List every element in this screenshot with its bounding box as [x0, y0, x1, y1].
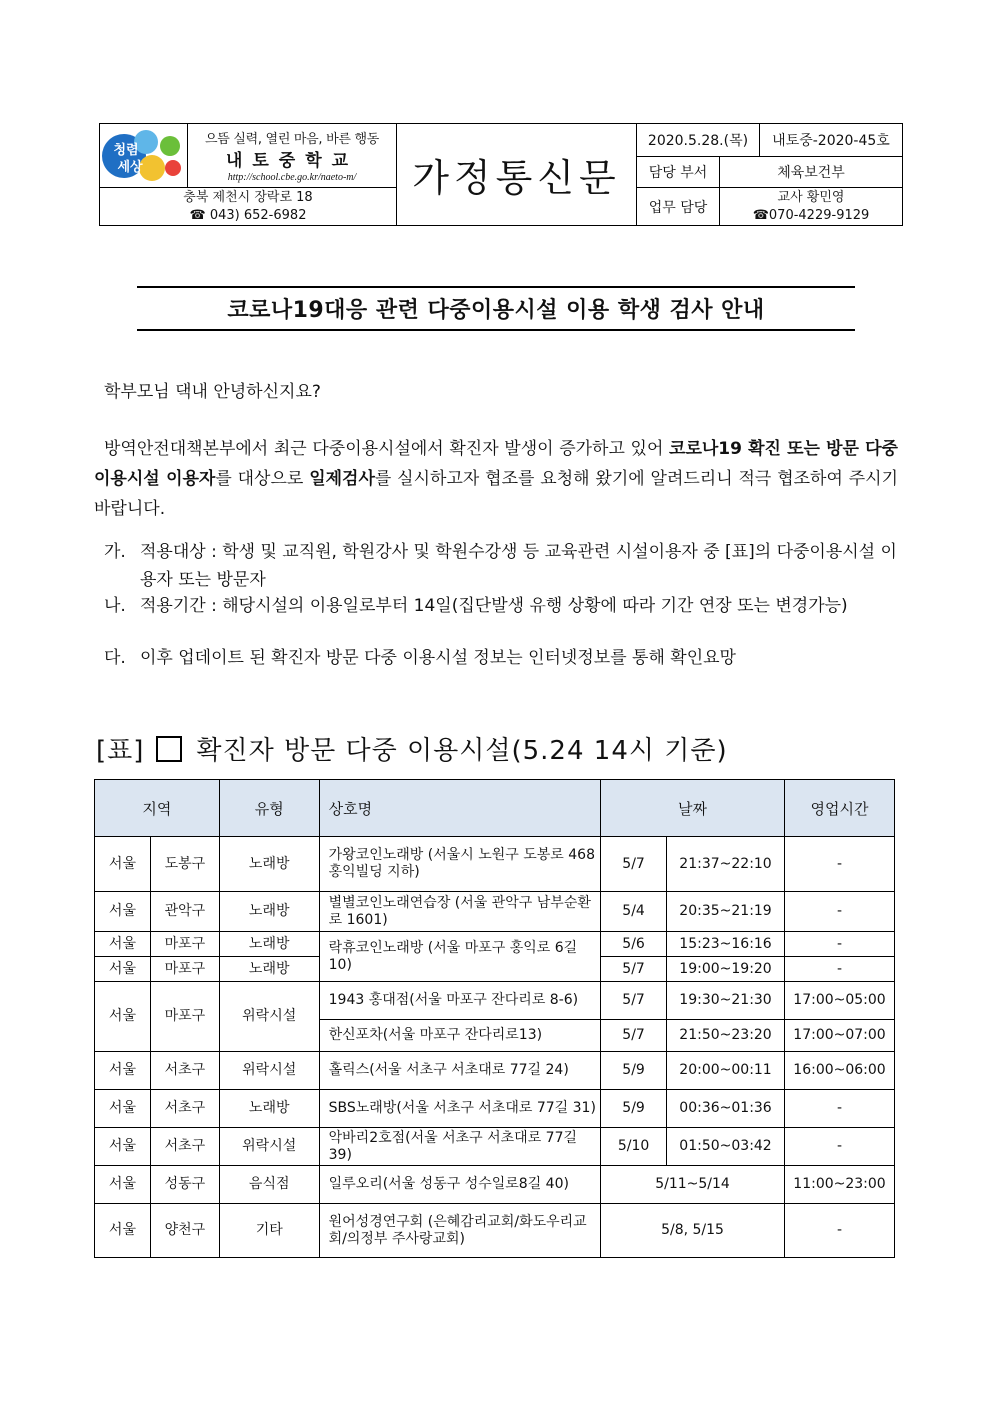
table-title-text: 확진자 방문 다중 이용시설(5.24 14시 기준) [196, 736, 728, 766]
cell-name: 가왕코인노래방 (서울시 노원구 도봉로 468 홍익빌딩 지하) [319, 837, 600, 892]
manager-label-cell [637, 188, 720, 225]
cell-city: 서울 [95, 1166, 151, 1204]
list-label: 다. [104, 648, 126, 668]
cell-time: 01:50~03:42 [667, 1128, 785, 1166]
body-bold-target: 코로나19 확진 또는 방문 다중이용시설 이용자 [94, 439, 898, 489]
cell-date: 5/7 [601, 837, 667, 892]
list-item [104, 592, 898, 620]
table-row [95, 1204, 895, 1258]
list-label: 가. [104, 542, 126, 562]
manager-phone: ☎070-4229-9129 [752, 208, 870, 223]
cell-date: 5/9 [601, 1052, 667, 1090]
body-bold-test: 일제검사 [309, 469, 375, 489]
cell-name: 악바리2호점(서울 서초구 서초대로 77길 39) [319, 1128, 600, 1166]
cell-type: 노래방 [219, 837, 319, 892]
cell-type: 위락시설 [219, 1052, 319, 1090]
cell-type: 위락시설 [219, 1128, 319, 1166]
cell-city: 서울 [95, 837, 151, 892]
table-header-row [95, 780, 895, 837]
body-mid: 를 대상으로 [215, 469, 310, 489]
list-item [104, 538, 898, 594]
doc-title-cell [397, 124, 637, 225]
cell-city: 서울 [95, 1090, 151, 1128]
table-row [95, 932, 895, 957]
dept-label-cell [637, 157, 720, 188]
cell-name: 락휴코인노래방 (서울 마포구 홍익로 6길 10) [319, 932, 600, 982]
cell-name: 원어성경연구회 (은혜감리교회/화도우리교회/의정부 주사랑교회) [319, 1204, 600, 1258]
cell-name: 한신포차(서울 마포구 잔다리로13) [319, 1020, 600, 1052]
manager-label: 업무 담당 [648, 199, 708, 216]
cell-district: 마포구 [150, 932, 219, 957]
table-row [95, 892, 895, 932]
cell-hours: - [784, 957, 894, 982]
cell-name: 홀릭스(서울 서초구 서초대로 77길 24) [319, 1052, 600, 1090]
body-start: 방역안전대책본부에서 최근 다중이용시설에서 확진자 발생이 증가하고 있어 [104, 439, 670, 459]
cell-time: 19:00~19:20 [667, 957, 785, 982]
body-end: 를 실시하고자 협조를 요청해 왔기에 알려드리니 적극 협조하여 주시기 바랍니다. [94, 469, 899, 519]
checkbox-icon [156, 736, 182, 762]
list-item [104, 644, 898, 672]
cell-city: 서울 [95, 982, 151, 1052]
cell-type: 노래방 [219, 957, 319, 982]
col-header-date: 날짜 [601, 780, 785, 837]
svg-text:세상: 세상 [117, 160, 143, 175]
cell-district: 양천구 [150, 1204, 219, 1258]
school-url[interactable]: http://school.cbe.go.kr/naeto-m/ [227, 172, 357, 183]
facility-table [94, 779, 895, 1258]
cell-hours: 17:00~05:00 [784, 982, 894, 1020]
cell-name: 별별코인노래연습장 (서울 관악구 남부순환로 1601) [319, 892, 600, 932]
cell-district: 관악구 [150, 892, 219, 932]
cell-district: 도봉구 [150, 837, 219, 892]
cell-date: 5/4 [601, 892, 667, 932]
cell-district: 서초구 [150, 1128, 219, 1166]
cell-city: 서울 [95, 1052, 151, 1090]
cell-city: 서울 [95, 932, 151, 957]
cell-hours: 17:00~07:00 [784, 1020, 894, 1052]
cell-hours: - [784, 1204, 894, 1258]
date-cell [637, 124, 760, 157]
table-row [95, 837, 895, 892]
body-paragraph [94, 434, 898, 524]
school-info-cell [188, 124, 397, 188]
list-text: 이후 업데이트 된 확진자 방문 다중 이용시설 정보는 인터넷정보를 통해 확인요망 [140, 648, 736, 668]
cell-time: 00:36~01:36 [667, 1090, 785, 1128]
cell-date: 5/11~5/14 [601, 1166, 785, 1204]
cell-city: 서울 [95, 957, 151, 982]
cell-date: 5/6 [601, 932, 667, 957]
cell-time: 20:35~21:19 [667, 892, 785, 932]
list-label: 나. [104, 596, 126, 616]
svg-text:청렴: 청렴 [113, 143, 139, 158]
cell-district: 성동구 [150, 1166, 219, 1204]
cell-name: 일루오리(서울 성동구 성수일로8길 40) [319, 1166, 600, 1204]
cell-time: 21:50~23:20 [667, 1020, 785, 1052]
cell-hours: 16:00~06:00 [784, 1052, 894, 1090]
school-logo [100, 124, 186, 186]
cell-district: 서초구 [150, 1052, 219, 1090]
cell-hours: - [784, 837, 894, 892]
table-row [95, 982, 895, 1020]
cell-name: 1943 홍대점(서울 마포구 잔다리로 8-6) [319, 982, 600, 1020]
cell-type: 기타 [219, 1204, 319, 1258]
cell-district: 마포구 [150, 982, 219, 1052]
cell-type: 음식점 [219, 1166, 319, 1204]
table-row [95, 1166, 895, 1204]
cell-time: 15:23~16:16 [667, 932, 785, 957]
col-header-type: 유형 [219, 780, 319, 837]
cell-city: 서울 [95, 892, 151, 932]
greeting: 학부모님 댁내 안녕하신지요? [104, 382, 321, 402]
cell-city: 서울 [95, 1128, 151, 1166]
cell-time: 21:37~22:10 [667, 837, 785, 892]
address-cell [100, 188, 397, 225]
cell-type: 위락시설 [219, 982, 319, 1052]
cell-type: 노래방 [219, 892, 319, 932]
cell-date: 5/7 [601, 957, 667, 982]
table-prefix: [표] [96, 736, 145, 766]
col-header-hours: 영업시간 [784, 780, 894, 837]
school-phone: ☎ 043) 652-6982 [189, 208, 307, 223]
school-name: 내토중학교 [225, 151, 359, 171]
col-header-name: 상호명 [319, 780, 600, 837]
list-text: 적용대상 : 학생 및 교직원, 학원강사 및 학원수강생 등 교육관련 시설이용자 중 [표]의 다중이용시설 이용자 또는 방문자 [140, 542, 897, 590]
cell-date: 5/9 [601, 1090, 667, 1128]
list-text: 적용기간 : 해당시설의 이용일로부터 14일(집단발생 유행 상황에 따라 기간 연장 또는 변경가능) [140, 596, 848, 616]
manager-name: 교사 황민영 [777, 190, 845, 205]
cell-district: 서초구 [150, 1090, 219, 1128]
school-motto: 으뜸 실력, 열린 마음, 바른 행동 [205, 132, 379, 147]
cell-time: 20:00~00:11 [667, 1052, 785, 1090]
cell-name: SBS노래방(서울 서초구 서초대로 77길 31) [319, 1090, 600, 1128]
doc-title: 가정통신문 [412, 156, 621, 200]
dept-label: 담당 부서 [648, 165, 708, 181]
doc-number-cell [760, 124, 902, 157]
logo-cell [100, 124, 188, 188]
dept-value: 체육보건부 [777, 165, 845, 181]
cell-hours: - [784, 892, 894, 932]
cell-date: 5/8, 5/15 [601, 1204, 785, 1258]
col-header-region: 지역 [95, 780, 220, 837]
cell-hours: - [784, 932, 894, 957]
header-box [99, 123, 903, 226]
cell-date: 5/7 [601, 1020, 667, 1052]
cell-date: 5/7 [601, 982, 667, 1020]
cell-hours: 11:00~23:00 [784, 1166, 894, 1204]
dept-value-cell [720, 157, 902, 188]
doc-number: 내토중-2020-45호 [772, 133, 890, 149]
doc-date: 2020.5.28.(목) [647, 133, 749, 149]
manager-value-cell [720, 188, 902, 225]
cell-time: 19:30~21:30 [667, 982, 785, 1020]
table-row [95, 1128, 895, 1166]
table-row [95, 1052, 895, 1090]
cell-hours: - [784, 1128, 894, 1166]
cell-type: 노래방 [219, 932, 319, 957]
notice-title: 코로나19대응 관련 다중이용시설 이용 학생 검사 안내 [137, 286, 855, 331]
cell-city: 서울 [95, 1204, 151, 1258]
cell-date: 5/10 [601, 1128, 667, 1166]
cell-hours: - [784, 1090, 894, 1128]
table-title [96, 730, 728, 767]
cell-district: 마포구 [150, 957, 219, 982]
cell-type: 노래방 [219, 1090, 319, 1128]
table-row [95, 1090, 895, 1128]
school-address: 충북 제천시 장락로 18 [183, 190, 313, 205]
